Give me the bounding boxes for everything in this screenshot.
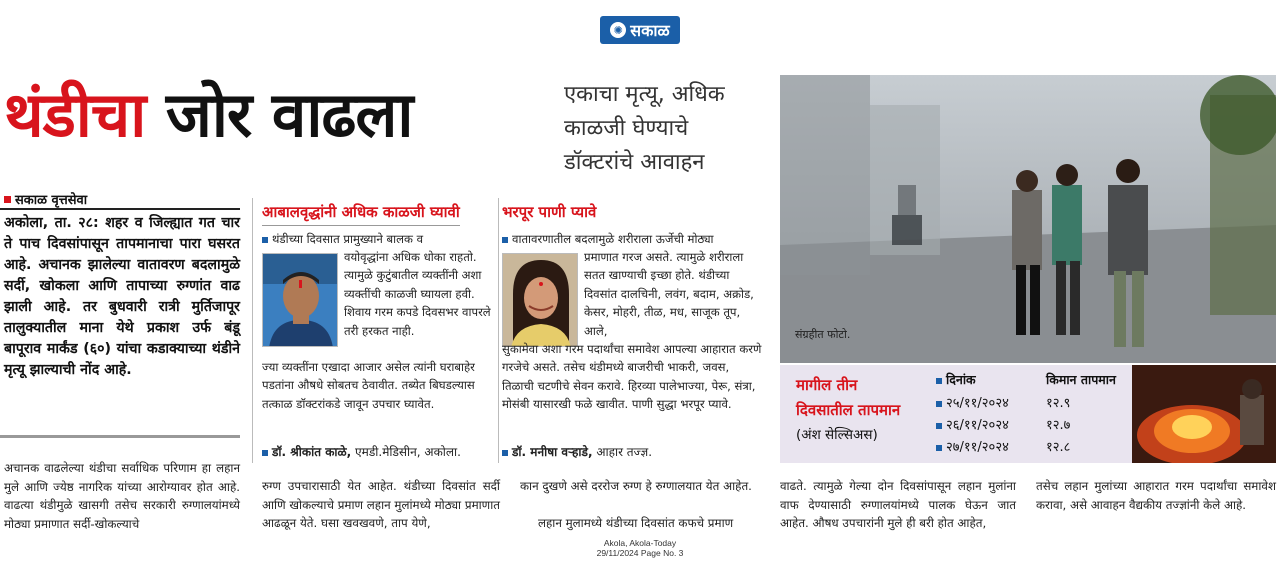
temperature-title — [796, 373, 900, 423]
temperature-row-min: १२.९ — [1046, 396, 1071, 411]
body-column-4: वाढते. त्यामुळे गेल्या दोन दिवसांपासून लहान मुलांना वाफ देण्यासाठी रुग्णालयांमध्ये पालक घेऊन जात आहेत. औषध उपचारांनी मुले ही बरी होत आहेत, — [780, 479, 1016, 530]
column-divider — [252, 198, 253, 463]
temperature-row-min: १२.८ — [1046, 440, 1071, 455]
box2-title: भरपूर पाणी प्यावे — [502, 203, 597, 221]
logo-emblem-icon: ✺ — [610, 22, 626, 38]
box2-intro — [502, 230, 764, 248]
temperature-row-date: २७/११/२०२४ — [946, 440, 1009, 455]
foggy-street-image — [780, 75, 1276, 363]
temperature-row — [936, 393, 1009, 411]
box1-credit-name: डॉ. श्रीकांत काळे, — [272, 445, 352, 459]
footer-line2: 29/11/2024 Page No. 3 — [596, 548, 684, 558]
bullet-icon — [502, 450, 508, 456]
temperature-row-date: २५/११/२०२४ — [946, 396, 1009, 411]
box1-credit — [262, 443, 461, 460]
box1-intro-text: थंडीच्या दिवसात प्रामुख्याने बालक व — [272, 232, 424, 246]
temperature-unit: (अंश सेल्सिअस) — [796, 427, 878, 443]
page-footer — [540, 538, 740, 558]
column-divider — [498, 198, 499, 463]
bonfire-image — [1132, 365, 1276, 463]
temperature-col-min-header: किमान तापमान — [1046, 372, 1116, 387]
bullet-icon — [262, 237, 268, 243]
temperature-title-line1: मागील तीन — [796, 376, 858, 394]
winter-street-photo — [780, 75, 1276, 363]
bullet-icon — [936, 423, 942, 429]
bullet-icon — [936, 401, 942, 407]
box2-side-text: प्रमाणात गरज असते. त्यामुळे शरीराला सतत खाण्याची इच्छा होते. थंडीच्या दिवसांत दालचिनी, लवंग, बदाम, अक्रोड, केसर, मोहरी, तीळ, मध, साजूक तूप, आले, — [584, 250, 754, 338]
temperature-row-min: १२.७ — [1046, 418, 1071, 433]
box1-intro — [262, 230, 494, 248]
portrait-manisha-varhade — [502, 253, 578, 347]
bullet-icon — [936, 445, 942, 451]
box1-full-text: ज्या व्यक्तींना एखादा आजार असेल त्यांनी घराबाहेर पडतांना औषधे सोबतच ठेवावीत. तब्येत बिघडल्यास तत्काळ डॉक्टरांकडे जावून उपचार घ्यावेत. — [262, 360, 475, 411]
box1-title: आबालवृद्धांनी अधिक काळजी घ्यावी — [262, 202, 460, 226]
box2-full-text: सुकामेवा अशा गरम पदार्थांचा समावेश आपल्या आहारात करणे गरजेचे असते. तसेच थंडीमध्ये बाजरीची भाकरी, जवस, तिळाची चटणीचे सेवन करावे. हिरव्या पालेभाज्या, पेरू, संत्रा, मोसंबी यासारखी फळे खावीत. पाणी सुद्धा भरपूर प्यावे. — [502, 342, 762, 412]
box1-side-text: वयोवृद्धांना अधिक धोका राहतो. त्यामुळे कुटुंबातील व्यक्तींनी अशा व्यक्तींची काळजी घ्यायला हवी. शिवाय गरम कपडे दिवसभर वापरले तरी हरकत नाही. — [344, 250, 491, 338]
body-column-2: रुग्ण उपचारासाठी येत आहेत. थंडीच्या दिवसांत सर्दी आणि खोकल्याचे प्रमाण लहान मुलांमध्ये मोठ्या प्रमाणात आढळून येते. घसा खवखवणे, ताप येणे, — [262, 479, 500, 530]
photo-caption: संग्रहीत फोटो. — [795, 328, 851, 341]
temperature-col-date-label: दिनांक — [946, 372, 976, 387]
box2-intro-text: वातावरणातील बदलामुळे शरीराला ऊर्जेची मोठ्या — [512, 232, 714, 246]
temperature-title-line2: दिवसातील तापमान — [796, 401, 901, 419]
sakal-logo — [600, 16, 680, 44]
temperature-row — [936, 437, 1009, 455]
headline-part2: जोर वाढला — [165, 78, 413, 151]
body-column-1: अचानक वाढलेल्या थंडीचा सर्वाधिक परिणाम हा लहान मुले आणि ज्येष्ठ नागरिक यांच्या आरोग्यावर होत आहे. वाढत्या थंडीमुळे खासगी तसेच सरकारी रुग्णालयांमध्ये मोठ्या प्रमाणात सर्दी-खोकल्याचे — [4, 461, 240, 531]
bullet-icon — [262, 450, 268, 456]
temperature-row — [936, 415, 1009, 433]
byline-text: सकाळ वृत्तसेवा — [15, 193, 88, 208]
body-column-5: तसेच लहान मुलांच्या आहारात गरम पदार्थांचा समावेश करावा, असे आवाहन वैद्यकीय तज्ज्ञांनी केले आहे. — [1036, 479, 1276, 512]
box2-credit — [502, 443, 652, 460]
bullet-icon — [936, 378, 942, 384]
box1-credit-role: एमडी.मेडिसीन, अकोला. — [355, 445, 461, 459]
bullet-icon — [502, 237, 508, 243]
portrait-shrikant-kale — [262, 253, 338, 347]
lead-paragraph: अकोला, ता. २८: शहर व जिल्ह्यात गत चार ते पाच दिवसांपासून तापमानाचा पारा घसरत आहे. अचानक झालेल्या वातावरण बदलामुळे सर्दी, खोकला आणि तापाच्या रुग्णांत वाढ झाली आहे. तर बुधवारी रात्री मुर्तिजापूर तालुक्यातील माना येथे प्रकाश उर्फ बंडू बापूराव मार्कंड (६०) यांचा कडाक्याच्या थंडीने मृत्यू झाल्याची नोंद आहे. — [4, 215, 240, 378]
body-column-3a: कान दुखणे असे दररोज रुग्ण हे रुग्णालयात येत आहेत. — [520, 479, 752, 493]
subheadline: एकाचा मृत्यू, अधिक काळजी घेण्याचे डॉक्टरांचे आवाहन — [564, 82, 725, 175]
byline-marker-icon — [4, 196, 11, 203]
body-column-3b: लहान मुलामध्ये थंडीच्या दिवसांत कफचे प्रमाण — [538, 516, 734, 530]
portrait-woman-image — [503, 254, 578, 347]
portrait-man-image — [263, 254, 338, 347]
footer-line1: Akola, Akola-Today — [603, 538, 677, 548]
temperature-box — [780, 365, 1276, 463]
headline — [4, 78, 413, 151]
temperature-row-date: २६/११/२०२४ — [946, 418, 1009, 433]
temperature-col-date-header — [936, 371, 976, 388]
box2-credit-role: आहार तज्ज्ञ. — [596, 445, 653, 459]
box2-credit-name: डॉ. मनीषा वऱ्हाडे, — [512, 445, 593, 459]
logo-text: सकाळ — [630, 21, 670, 40]
byline — [4, 190, 87, 208]
headline-part1: थंडीचा — [4, 78, 146, 151]
